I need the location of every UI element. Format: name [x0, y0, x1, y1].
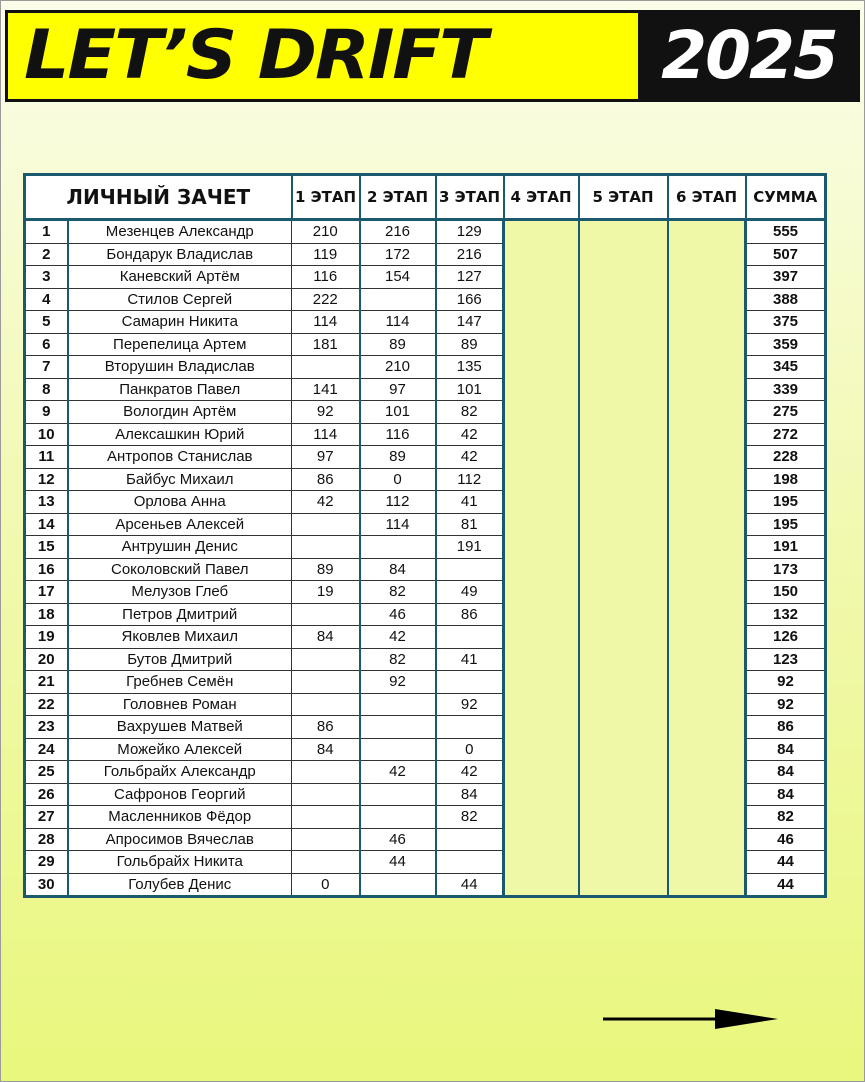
- stage-4-cell: [504, 220, 579, 897]
- stage-3-cell: [436, 828, 504, 851]
- stage-1-cell: [292, 513, 360, 536]
- stage-3-cell: [436, 626, 504, 649]
- driver-name-cell: Стилов Сергей: [68, 288, 292, 311]
- stage-2-cell: 210: [360, 356, 436, 379]
- stage-3-cell: 101: [436, 378, 504, 401]
- driver-name-cell: Антропов Станислав: [68, 446, 292, 469]
- stage-1-cell: [292, 828, 360, 851]
- rank-cell: 3: [25, 266, 68, 289]
- banner-year-block: [641, 13, 857, 99]
- rank-cell: 15: [25, 536, 68, 559]
- rank-cell: 19: [25, 626, 68, 649]
- stage-1-cell: 114: [292, 423, 360, 446]
- rank-cell: 20: [25, 648, 68, 671]
- total-cell: 555: [746, 220, 826, 244]
- banner-title-block: [8, 13, 638, 99]
- stage-3-cell: 0: [436, 738, 504, 761]
- driver-name-cell: Петров Дмитрий: [68, 603, 292, 626]
- total-cell: 92: [746, 671, 826, 694]
- stage-1-cell: [292, 536, 360, 559]
- stage-3-cell: [436, 716, 504, 739]
- stage-3-cell: 82: [436, 401, 504, 424]
- rank-cell: 13: [25, 491, 68, 514]
- banner: [5, 10, 860, 102]
- stage-1-cell: 181: [292, 333, 360, 356]
- stage-3-cell: 129: [436, 220, 504, 244]
- stage-2-cell: 97: [360, 378, 436, 401]
- header-stage-5: 5 ЭТАП: [579, 175, 668, 220]
- rank-cell: 10: [25, 423, 68, 446]
- stage-2-cell: [360, 873, 436, 897]
- stage-2-cell: [360, 806, 436, 829]
- driver-name-cell: Самарин Никита: [68, 311, 292, 334]
- driver-name-cell: Гольбрайх Никита: [68, 851, 292, 874]
- stage-2-cell: [360, 536, 436, 559]
- stage-1-cell: [292, 783, 360, 806]
- stage-1-cell: [292, 671, 360, 694]
- stage-2-cell: 101: [360, 401, 436, 424]
- stage-1-cell: 116: [292, 266, 360, 289]
- driver-name-cell: Байбус Михаил: [68, 468, 292, 491]
- rank-cell: 14: [25, 513, 68, 536]
- driver-name-cell: Алексашкин Юрий: [68, 423, 292, 446]
- header-stage-2: 2 ЭТАП: [360, 175, 436, 220]
- stage-3-cell: 89: [436, 333, 504, 356]
- driver-name-cell: Голубев Денис: [68, 873, 292, 897]
- rank-cell: 28: [25, 828, 68, 851]
- stage-3-cell: 127: [436, 266, 504, 289]
- stage-3-cell: 216: [436, 243, 504, 266]
- driver-name-cell: Гольбрайх Александр: [68, 761, 292, 784]
- stage-2-cell: 46: [360, 828, 436, 851]
- rank-cell: 21: [25, 671, 68, 694]
- stage-1-cell: 210: [292, 220, 360, 244]
- driver-name-cell: Можейко Алексей: [68, 738, 292, 761]
- stage-1-cell: 19: [292, 581, 360, 604]
- stage-1-cell: 222: [292, 288, 360, 311]
- stage-1-cell: 97: [292, 446, 360, 469]
- header-stage-6: 6 ЭТАП: [668, 175, 746, 220]
- stage-3-cell: [436, 671, 504, 694]
- stage-1-cell: [292, 761, 360, 784]
- stage-2-cell: 46: [360, 603, 436, 626]
- stage-2-cell: [360, 693, 436, 716]
- total-cell: 388: [746, 288, 826, 311]
- total-cell: 132: [746, 603, 826, 626]
- stage-2-cell: 154: [360, 266, 436, 289]
- rank-cell: 11: [25, 446, 68, 469]
- banner-year: 2025: [661, 17, 837, 94]
- stage-3-cell: 49: [436, 581, 504, 604]
- total-cell: 123: [746, 648, 826, 671]
- stage-2-cell: 84: [360, 558, 436, 581]
- stage-2-cell: [360, 783, 436, 806]
- stage-1-cell: [292, 356, 360, 379]
- total-cell: 275: [746, 401, 826, 424]
- driver-name-cell: Вологдин Артём: [68, 401, 292, 424]
- total-cell: 375: [746, 311, 826, 334]
- stage-3-cell: 112: [436, 468, 504, 491]
- stage-3-cell: 92: [436, 693, 504, 716]
- stage-3-cell: 82: [436, 806, 504, 829]
- stage-1-cell: [292, 693, 360, 716]
- stage-2-cell: [360, 738, 436, 761]
- total-cell: 44: [746, 873, 826, 897]
- stage-1-cell: [292, 806, 360, 829]
- stage-2-cell: [360, 716, 436, 739]
- banner-title: LET’S DRIFT: [24, 16, 486, 95]
- driver-name-cell: Апросимов Вячеслав: [68, 828, 292, 851]
- rank-cell: 6: [25, 333, 68, 356]
- rank-cell: 30: [25, 873, 68, 897]
- stage-3-cell: 42: [436, 423, 504, 446]
- total-cell: 345: [746, 356, 826, 379]
- stage-1-cell: [292, 648, 360, 671]
- header-stage-3: 3 ЭТАП: [436, 175, 504, 220]
- stage-2-cell: 92: [360, 671, 436, 694]
- header-row: [25, 175, 826, 220]
- driver-name-cell: Антрушин Денис: [68, 536, 292, 559]
- rank-cell: 9: [25, 401, 68, 424]
- total-cell: 507: [746, 243, 826, 266]
- rank-cell: 24: [25, 738, 68, 761]
- total-cell: 92: [746, 693, 826, 716]
- total-cell: 82: [746, 806, 826, 829]
- stage-1-cell: 86: [292, 468, 360, 491]
- total-cell: 359: [746, 333, 826, 356]
- stage-2-cell: 82: [360, 648, 436, 671]
- stage-3-cell: 42: [436, 446, 504, 469]
- rank-cell: 23: [25, 716, 68, 739]
- arrow-right-icon[interactable]: [603, 1008, 778, 1030]
- rank-cell: 5: [25, 311, 68, 334]
- stage-1-cell: 0: [292, 873, 360, 897]
- driver-name-cell: Каневский Артём: [68, 266, 292, 289]
- driver-name-cell: Вторушин Владислав: [68, 356, 292, 379]
- rank-cell: 27: [25, 806, 68, 829]
- total-cell: 191: [746, 536, 826, 559]
- stage-3-cell: 166: [436, 288, 504, 311]
- stage-1-cell: [292, 851, 360, 874]
- stage-3-cell: 41: [436, 648, 504, 671]
- table-title: ЛИЧНЫЙ ЗАЧЕТ: [25, 175, 292, 220]
- driver-name-cell: Вахрушев Матвей: [68, 716, 292, 739]
- total-cell: 86: [746, 716, 826, 739]
- rank-cell: 7: [25, 356, 68, 379]
- stage-1-cell: 89: [292, 558, 360, 581]
- stage-6-cell: [668, 220, 746, 897]
- total-cell: 272: [746, 423, 826, 446]
- rank-cell: 26: [25, 783, 68, 806]
- stage-2-cell: 82: [360, 581, 436, 604]
- stage-3-cell: 84: [436, 783, 504, 806]
- driver-name-cell: Масленников Фёдор: [68, 806, 292, 829]
- stage-1-cell: 86: [292, 716, 360, 739]
- rank-cell: 1: [25, 220, 68, 244]
- header-total: СУММА: [746, 175, 826, 220]
- driver-name-cell: Соколовский Павел: [68, 558, 292, 581]
- stage-1-cell: 42: [292, 491, 360, 514]
- stage-1-cell: [292, 603, 360, 626]
- stage-3-cell: 44: [436, 873, 504, 897]
- rank-cell: 25: [25, 761, 68, 784]
- total-cell: 195: [746, 491, 826, 514]
- stage-2-cell: 116: [360, 423, 436, 446]
- stage-2-cell: 172: [360, 243, 436, 266]
- rank-cell: 16: [25, 558, 68, 581]
- driver-name-cell: Головнев Роман: [68, 693, 292, 716]
- stage-1-cell: 119: [292, 243, 360, 266]
- stage-2-cell: 42: [360, 626, 436, 649]
- total-cell: 150: [746, 581, 826, 604]
- driver-name-cell: Бутов Дмитрий: [68, 648, 292, 671]
- stage-3-cell: 81: [436, 513, 504, 536]
- total-cell: 44: [746, 851, 826, 874]
- total-cell: 84: [746, 761, 826, 784]
- stage-2-cell: 42: [360, 761, 436, 784]
- stage-3-cell: 42: [436, 761, 504, 784]
- stage-2-cell: 44: [360, 851, 436, 874]
- rank-cell: 17: [25, 581, 68, 604]
- stage-2-cell: 114: [360, 311, 436, 334]
- driver-name-cell: Арсеньев Алексей: [68, 513, 292, 536]
- stage-3-cell: 135: [436, 356, 504, 379]
- total-cell: 195: [746, 513, 826, 536]
- rank-cell: 18: [25, 603, 68, 626]
- total-cell: 173: [746, 558, 826, 581]
- driver-name-cell: Сафронов Георгий: [68, 783, 292, 806]
- rank-cell: 22: [25, 693, 68, 716]
- standings-table: [23, 173, 827, 898]
- rank-cell: 8: [25, 378, 68, 401]
- driver-name-cell: Гребнев Семён: [68, 671, 292, 694]
- stage-1-cell: 92: [292, 401, 360, 424]
- stage-1-cell: 141: [292, 378, 360, 401]
- driver-name-cell: Мезенцев Александр: [68, 220, 292, 244]
- stage-3-cell: 41: [436, 491, 504, 514]
- stage-2-cell: 89: [360, 333, 436, 356]
- stage-1-cell: 84: [292, 738, 360, 761]
- driver-name-cell: Яковлев Михаил: [68, 626, 292, 649]
- stage-2-cell: 89: [360, 446, 436, 469]
- stage-2-cell: 0: [360, 468, 436, 491]
- header-stage-4: 4 ЭТАП: [504, 175, 579, 220]
- driver-name-cell: Панкратов Павел: [68, 378, 292, 401]
- driver-name-cell: Перепелица Артем: [68, 333, 292, 356]
- total-cell: 228: [746, 446, 826, 469]
- total-cell: 126: [746, 626, 826, 649]
- stage-1-cell: 114: [292, 311, 360, 334]
- total-cell: 339: [746, 378, 826, 401]
- rank-cell: 29: [25, 851, 68, 874]
- stage-3-cell: [436, 851, 504, 874]
- stage-3-cell: 86: [436, 603, 504, 626]
- driver-name-cell: Орлова Анна: [68, 491, 292, 514]
- stage-3-cell: [436, 558, 504, 581]
- stage-2-cell: [360, 288, 436, 311]
- total-cell: 198: [746, 468, 826, 491]
- stage-3-cell: 147: [436, 311, 504, 334]
- stage-2-cell: 216: [360, 220, 436, 244]
- stage-5-cell: [579, 220, 668, 897]
- rank-cell: 12: [25, 468, 68, 491]
- driver-name-cell: Бондарук Владислав: [68, 243, 292, 266]
- total-cell: 84: [746, 738, 826, 761]
- table-row: [25, 220, 826, 244]
- driver-name-cell: Мелузов Глеб: [68, 581, 292, 604]
- rank-cell: 2: [25, 243, 68, 266]
- stage-1-cell: 84: [292, 626, 360, 649]
- header-stage-1: 1 ЭТАП: [292, 175, 360, 220]
- total-cell: 84: [746, 783, 826, 806]
- rank-cell: 4: [25, 288, 68, 311]
- total-cell: 397: [746, 266, 826, 289]
- stage-2-cell: 114: [360, 513, 436, 536]
- stage-3-cell: 191: [436, 536, 504, 559]
- stage-2-cell: 112: [360, 491, 436, 514]
- total-cell: 46: [746, 828, 826, 851]
